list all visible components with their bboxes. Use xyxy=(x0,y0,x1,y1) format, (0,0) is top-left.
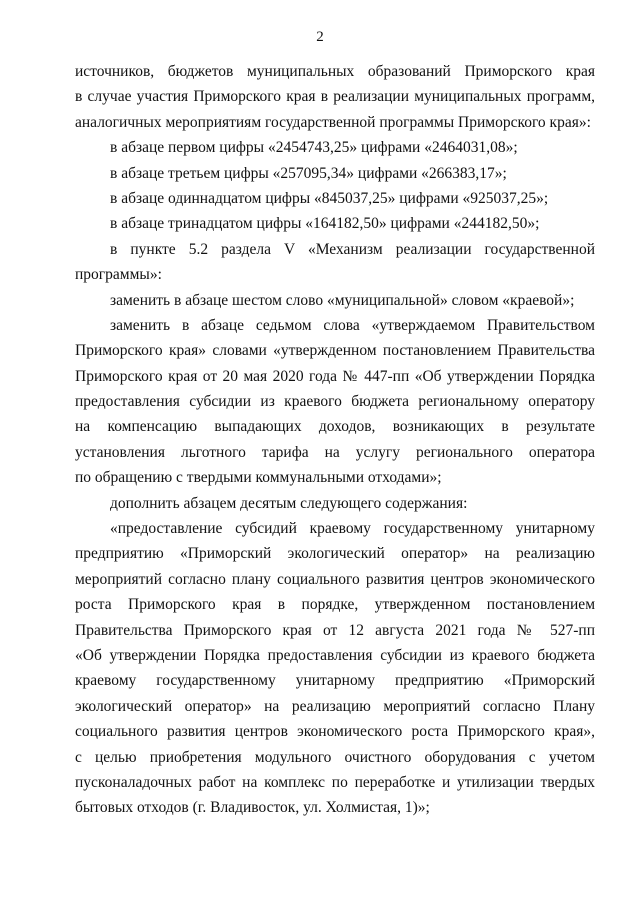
text-line: в абзаце первом цифры «2454743,25» цифрами «2464031,08»; xyxy=(110,139,518,157)
text-line: предприятию «Приморский экологический оператор» на реализацию xyxy=(75,545,595,563)
text-line: социального развития центров экономического роста Приморского края», xyxy=(75,723,595,741)
text-line: в случае участия Приморского края в реализации муниципальных программ, xyxy=(75,88,595,106)
paragraph xyxy=(75,491,595,516)
paragraph xyxy=(75,135,595,160)
text-line: пусконаладочных работ на комплекс по переработке и утилизации твердых xyxy=(75,773,595,791)
text-line: в абзаце тринадцатом цифры «164182,50» цифрами «244182,50»; xyxy=(110,215,540,233)
text-line: в пункте 5.2 раздела V «Механизм реализации государственной xyxy=(110,240,595,258)
text-line: экологический оператор» на реализацию мероприятий согласно Плану xyxy=(75,697,595,715)
paragraph xyxy=(75,288,595,313)
paragraph xyxy=(75,313,595,491)
page-number: 2 xyxy=(316,29,324,45)
text-line: в абзаце одиннадцатом цифры «845037,25» цифрами «925037,25»; xyxy=(110,189,549,207)
text-line: с целью приобретения модульного очистного оборудования с учетом xyxy=(75,748,595,766)
paragraph xyxy=(75,516,595,821)
paragraph xyxy=(75,59,595,135)
paragraph xyxy=(75,186,595,211)
text-line: заменить в абзаце седьмом слова «утверждаемом Правительством xyxy=(110,316,595,334)
text-line: аналогичных мероприятиям государственной программы Приморского края»: xyxy=(75,113,591,131)
text-line: на компенсацию выпадающих доходов, возникающих в результате xyxy=(75,418,595,436)
text-line: роста Приморского края в порядке, утвержденном постановлением xyxy=(75,596,595,614)
text-line: предоставления субсидии из краевого бюджета региональному оператору xyxy=(75,393,595,411)
text-line: Приморского края» словами «утвержденном постановлением Правительства xyxy=(75,342,595,360)
text-line: «Об утверждении Порядка предоставления субсидии из краевого бюджета xyxy=(75,646,595,664)
text-line: установления льготного тарифа на услугу регионального оператора xyxy=(75,443,595,461)
text-line: источников, бюджетов муниципальных образований Приморского края xyxy=(75,63,595,80)
text-line: «предоставление субсидий краевому государственному унитарному xyxy=(110,520,595,538)
text-line: дополнить абзацем десятым следующего содержания: xyxy=(110,494,468,512)
text-line: программы»: xyxy=(75,266,162,284)
text-line: краевому государственному унитарному предприятию «Приморский xyxy=(75,672,595,690)
paragraph xyxy=(75,211,595,236)
text-line: мероприятий согласно плану социального развития центров экономического xyxy=(75,570,595,588)
text-line: в абзаце третьем цифры «257095,34» цифрами «266383,17»; xyxy=(110,164,507,182)
paragraph xyxy=(75,161,595,186)
document-body xyxy=(75,59,595,821)
text-line: Правительства Приморского края от 12 августа 2021 года № 527-пп xyxy=(75,621,595,639)
text-line: заменить в абзаце шестом слово «муниципальной» словом «краевой»; xyxy=(110,291,575,309)
paragraph xyxy=(75,237,595,288)
text-line: бытовых отходов (г. Владивосток, ул. Холмистая, 1)»; xyxy=(75,799,430,817)
text-line: Приморского края от 20 мая 2020 года № 447-пп «Об утверждении Порядка xyxy=(75,367,595,385)
text-line: по обращению с твердыми коммунальными отходами»; xyxy=(75,469,442,487)
